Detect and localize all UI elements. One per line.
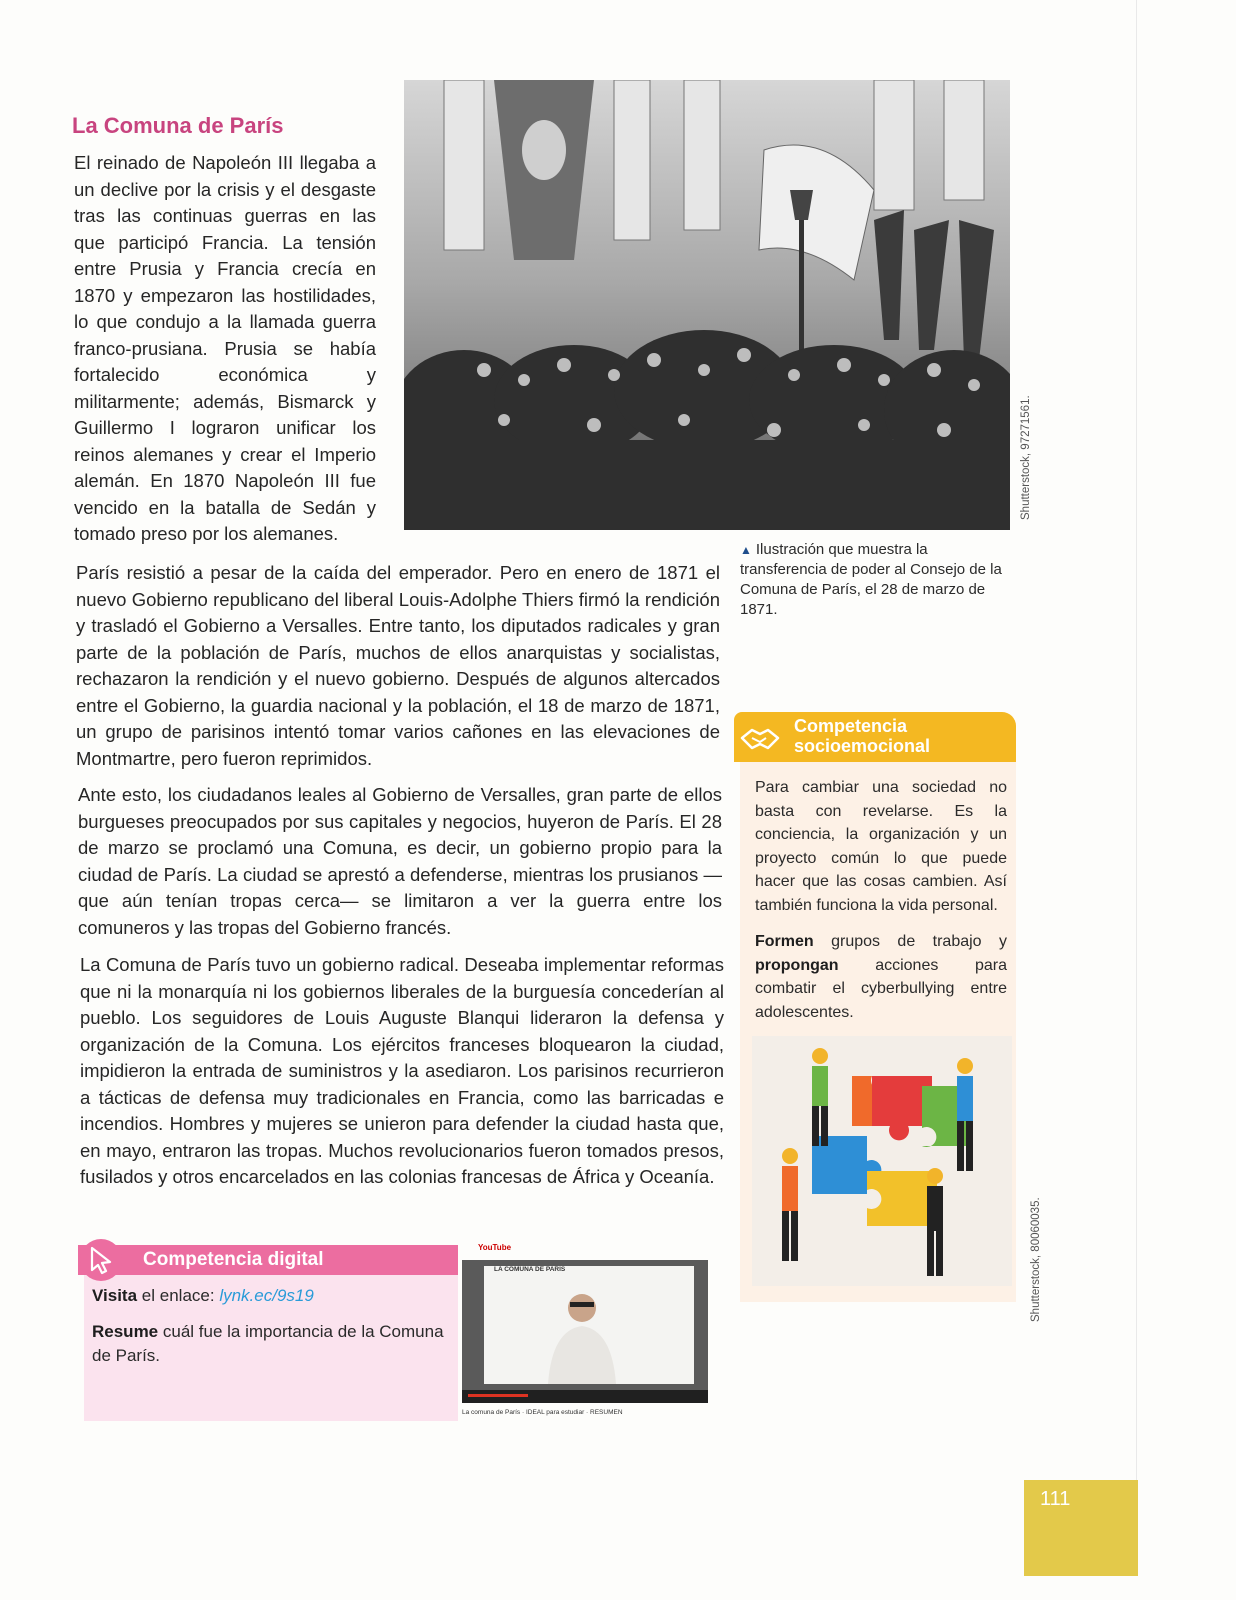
visit-text: el enlace: [141, 1286, 215, 1305]
socio-mid: grupos de trabajo y [831, 933, 1007, 950]
section-title: La Comuna de París [72, 113, 284, 138]
digital-visit [92, 1286, 314, 1306]
commune-illustration [404, 80, 1010, 530]
socio-verb: Formen [755, 933, 814, 950]
socio-text: Para cambiar una sociedad no basta con revelarse. Es la conciencia, la organización y un proyecto común lo que puede hacer que las cosas cambien. Así también funciona la vida personal. [755, 779, 1007, 914]
video-thumbnail[interactable] [462, 1260, 708, 1403]
summary-text: cuál fue la importancia de la Comuna de París. [92, 1322, 444, 1365]
puzzle-teamwork-illustration [752, 1036, 1012, 1286]
summary-verb: Resume [92, 1322, 159, 1341]
paragraph-resistance: París resistió a pesar de la caída del emperador. Pero en enero de 1871 el nuevo Gobierno republicano del liberal Louis-Adolphe Thiers firmó la rendición y trasladó el Gobierno a Versalles. Entre tanto, los diputados radicales y gran parte de la población de París, muchos de ellos anarquistas y socialistas, rechazaron la rendición y el nuevo gobierno. Después de algunos altercados entre el Gobierno, la guardia nacional y la población, el 18 de marzo de 1871, un grupo de parisinos intentó tomar varios cañones en las elevaciones de Montmartre, pero fueron reprimidos. [76, 562, 720, 769]
triangle-icon: ▲ [740, 543, 752, 557]
cursor-click-icon [76, 1238, 126, 1282]
socio-rest: acciones para combatir el cyberbullying entre adolescentes. [755, 956, 1007, 1021]
caption-text: Ilustración que muestra la transferencia de poder al Consejo de la Comuna de París, el 28 de marzo de 1871. [740, 541, 1002, 618]
digital-summary [92, 1320, 452, 1368]
socio-verb2: propongan [755, 956, 839, 974]
digital-link[interactable]: lynk.ec/9s19 [219, 1286, 314, 1305]
visit-label: Visita [92, 1286, 138, 1305]
paragraph-radical-government: La Comuna de París tuvo un gobierno radical. Deseaba implementar reformas que ni la monarquía ni los gobiernos liberales de la burguesía concederían al pueblo. Los seguidores de Louis Auguste Blanqui lideraron la defensa y organización de la Comuna. Los ejércitos franceses bloquearon la ciudad, impidieron la entrada de suministros y la asediaron. Los parisinos recurrieron a tácticas de defensa muy tradicionales en Francia, como las barricadas e incendios. Hombres y mujeres se unieron para defender la ciudad hasta que, en mayo, entraron las tropas. Muchos revolucionarios fueron tomados presos, fusilados y otros encarcelados en las colonias francesas de África y Oceanía. [80, 954, 724, 1187]
paragraph-commune-proclaimed: Ante esto, los ciudadanos leales al Gobierno de Versalles, gran parte de ellos burgueses preocupados por sus capitales y negocios, huyeron de París. El 28 de marzo se proclamó una Comuna, es decir, un gobierno propio para la ciudad de París. La ciudad se aprestó a defenderse, mientras los prusianos —que aún tenían tropas cerca— se limitaron a ver la guerra entre los comuneros y las tropas del Gobierno francés. [78, 784, 722, 938]
video-title: La comuna de París · IDEAL para estudiar · RESUMEN [462, 1409, 623, 1416]
digital-title: Competencia digital [143, 1249, 324, 1270]
figure-caption [740, 540, 1012, 620]
video-board-text: LA COMUNA DE PARIS [494, 1266, 566, 1273]
socio-activity [755, 930, 1007, 1024]
page-number: 111 [1040, 1488, 1071, 1510]
socio-title: Competencia socioemocional [794, 716, 931, 756]
image-credit: Shutterstock, 97271561. [1020, 395, 1032, 520]
video-brand: YouTube [478, 1243, 512, 1252]
video-frame-image [462, 1260, 708, 1403]
intro-paragraph: El reinado de Napoleón III llegaba a un declive por la crisis y el desgaste tras las continuas guerras en las que participó Francia. La tensión entre Prusia y Francia crecía en 1870 y empezaron las hostilidades, lo que condujo a la llamada guerra franco-prusiana. Prusia se había fortalecido económica y militarmente; además, Bismarck y Guillermo I lograron unificar los reinos alemanes y crear el Imperio alemán. En 1870 Napoleón III fue vencido en la batalla de Sedán y tomado preso por los alemanes. [74, 152, 376, 544]
margin-line [1136, 0, 1137, 1480]
crowd-engraving-image [404, 80, 1010, 530]
handshake-icon [738, 720, 782, 756]
puzzle-image-credit: Shutterstock, 80060035. [1030, 1197, 1042, 1322]
